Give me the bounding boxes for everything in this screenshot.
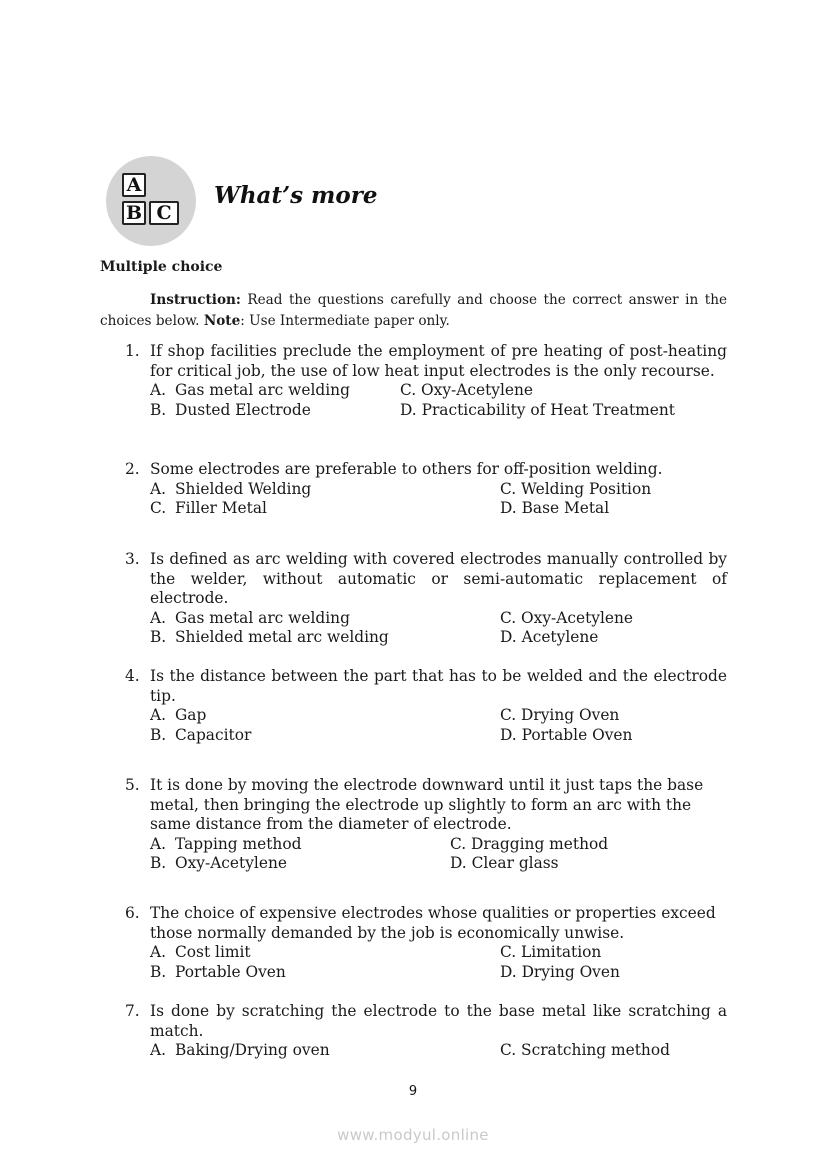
choice-letter: C. (400, 381, 417, 400)
choice-letter: A. (150, 479, 167, 498)
choice-text: Portable Oven (175, 962, 286, 981)
abc-blocks-icon (106, 156, 196, 246)
block-a-icon: A (122, 173, 146, 197)
choice-text: Dusted Electrode (175, 400, 311, 419)
choice-text: Oxy-Acetylene (421, 381, 533, 400)
question-number: 2. (125, 460, 140, 478)
question-stem: The choice of expensive electrodes whose qualities or properties exceed those normally demanded by the job is economically unwise. (150, 904, 716, 942)
question-2 (125, 460, 727, 519)
question-stem: Some electrodes are preferable to others for off-position welding. (150, 460, 663, 478)
choice-letter: C. (500, 706, 517, 725)
choice-letter: C. (450, 834, 467, 853)
choice-a[interactable] (150, 835, 301, 855)
choice-letter: C. (500, 943, 517, 962)
choice-letter: A. (150, 1041, 167, 1060)
choice-text: Drying Oven (521, 962, 620, 981)
choice-text: Shielded Welding (175, 479, 312, 498)
choice-text: Portable Oven (521, 725, 633, 744)
choice-text: Welding Position (521, 479, 652, 498)
choice-text: Scratching method (521, 1041, 670, 1060)
choice-c[interactable] (500, 609, 633, 629)
choices (150, 480, 727, 519)
choice-letter: A. (150, 381, 167, 400)
choice-text: Tapping method (175, 834, 302, 853)
question-4 (125, 667, 727, 745)
choice-letter: C. (500, 608, 517, 627)
subheading: Multiple choice (100, 259, 223, 275)
choices (150, 706, 727, 745)
choice-c[interactable] (450, 835, 608, 855)
choice-d[interactable] (450, 854, 559, 874)
instruction-text: Read the questions carefully and choose the correct answer in the choices below. (100, 292, 727, 329)
question-3 (125, 550, 727, 648)
choice-letter: C. (500, 479, 517, 498)
watermark: www.modyul.online (337, 1126, 489, 1144)
choice-a[interactable] (150, 1041, 330, 1061)
choice-letter: D. (500, 628, 517, 647)
question-stem: Is the distance between the part that has to be welded and the electrode tip. (150, 667, 727, 705)
question-number: 1. (125, 342, 140, 360)
question-number: 4. (125, 667, 140, 685)
choice-text: Acetylene (521, 628, 599, 647)
choice-letter: D. (450, 854, 467, 873)
choice-c-filler[interactable] (150, 499, 267, 519)
choice-text: Gas metal arc welding (175, 608, 350, 627)
choice-letter: D. (500, 725, 517, 744)
choice-b[interactable] (150, 726, 251, 746)
choice-letter: A. (150, 834, 167, 853)
question-number: 6. (125, 904, 140, 922)
choice-text: Drying Oven (521, 706, 620, 725)
choice-text: Dragging method (471, 834, 609, 853)
choice-letter: A. (150, 608, 167, 627)
block-c-icon: C (149, 201, 179, 225)
choice-b[interactable] (150, 963, 286, 983)
choice-letter: A. (150, 706, 167, 725)
choice-a[interactable] (150, 609, 350, 629)
choice-text: Limitation (521, 943, 602, 962)
choice-b[interactable] (150, 854, 287, 874)
choice-text: Shielded metal arc welding (175, 628, 389, 647)
choice-a[interactable] (150, 480, 311, 500)
choice-c[interactable] (500, 943, 601, 963)
choice-text: Practicability of Heat Treatment (421, 400, 675, 419)
choice-letter: D. (400, 400, 417, 419)
choice-b[interactable] (150, 401, 311, 421)
choice-text: Oxy-Acetylene (521, 608, 633, 627)
choice-letter: B. (150, 962, 167, 981)
choice-letter: C. (500, 1041, 517, 1060)
choice-d[interactable] (400, 401, 675, 421)
choice-letter: A. (150, 943, 167, 962)
choice-text: Gas metal arc welding (175, 381, 350, 400)
choices (150, 943, 727, 982)
choice-a[interactable] (150, 943, 251, 963)
choices (150, 1041, 727, 1061)
choice-letter: B. (150, 854, 167, 873)
choice-letter: B. (150, 400, 167, 419)
question-stem: If shop facilities preclude the employment of pre heating of post-heating for critical job, the use of low heat input electrodes is the only recourse. (150, 342, 727, 380)
choice-a[interactable] (150, 706, 206, 726)
choice-letter: C. (150, 499, 167, 518)
choice-text: Oxy-Acetylene (175, 854, 287, 873)
note-label: Note (203, 313, 241, 329)
choice-c[interactable] (500, 480, 651, 500)
choice-letter: D. (500, 499, 517, 518)
choice-c[interactable] (500, 1041, 670, 1061)
question-number: 7. (125, 1002, 140, 1020)
choice-c[interactable] (500, 706, 619, 726)
instruction-paragraph (100, 290, 727, 332)
choice-text: Cost limit (175, 943, 251, 962)
question-6 (125, 904, 727, 982)
choice-d[interactable] (500, 726, 632, 746)
question-stem: It is done by moving the electrode downward until it just taps the base metal, then bringing the electrode up slightly to form an arc with the same distance from the diameter of electrode. (150, 776, 704, 834)
choice-c[interactable] (400, 381, 533, 401)
choice-letter: D. (500, 962, 517, 981)
choices (150, 835, 727, 874)
choice-letter: B. (150, 628, 167, 647)
choice-a[interactable] (150, 381, 350, 401)
instruction-label: Instruction: (150, 292, 241, 308)
block-b-icon: B (122, 201, 146, 225)
question-7 (125, 1002, 727, 1061)
question-stem: Is defined as arc welding with covered electrodes manually controlled by the welder, without automatic or semi-automatic replacement of electrode. (150, 550, 727, 608)
question-1 (125, 342, 727, 420)
choice-d[interactable] (500, 628, 598, 648)
choice-d[interactable] (500, 499, 609, 519)
choice-text: Filler Metal (175, 499, 267, 518)
choices (150, 609, 727, 648)
choice-d[interactable] (500, 963, 620, 983)
choice-text: Base Metal (521, 499, 610, 518)
question-5 (125, 776, 727, 874)
choice-b[interactable] (150, 628, 389, 648)
choice-text: Baking/Drying oven (175, 1041, 330, 1060)
choice-text: Clear glass (471, 854, 559, 873)
note-text: : Use Intermediate paper only. (240, 313, 450, 329)
question-number: 3. (125, 550, 140, 568)
page-number: 9 (408, 1084, 418, 1099)
section-title: What’s more (214, 182, 378, 209)
choice-letter: B. (150, 725, 167, 744)
question-number: 5. (125, 776, 140, 794)
choice-text: Gap (175, 706, 207, 725)
choice-text: Capacitor (175, 725, 252, 744)
choices (150, 381, 727, 420)
question-stem: Is done by scratching the electrode to the base metal like scratching a match. (150, 1002, 727, 1040)
